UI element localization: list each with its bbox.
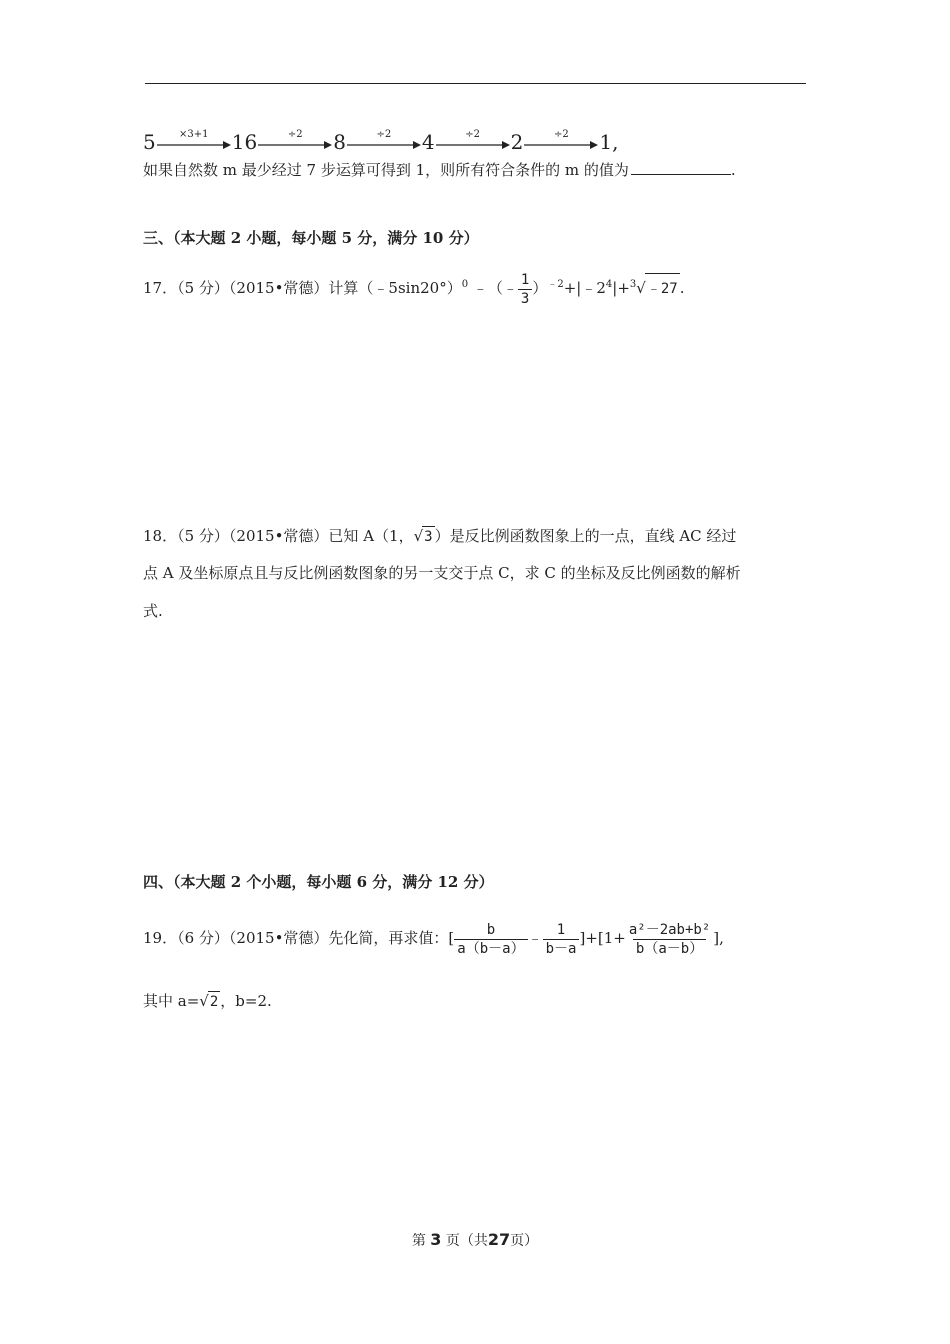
arrow-icon [347, 140, 421, 150]
footer-pre: 第 [411, 1233, 426, 1249]
chain-arrow [436, 131, 510, 153]
chain-arrow [524, 131, 598, 153]
q17-fraction [518, 272, 532, 307]
chain-arrow [157, 131, 231, 153]
q18-text-b: ）是反比例函数图象上的一点，直线 AC 经过 [434, 527, 737, 545]
page-total: 27 [487, 1230, 511, 1249]
section-4-heading: 四、（本大题 2 个小题，每小题 6 分，满分 12 分） [143, 873, 494, 891]
chain-number: 16 [231, 130, 258, 154]
question-18-line-1 [143, 526, 736, 547]
section-3-heading: 三、（本大题 2 小题，每小题 5 分，满分 10 分） [143, 229, 479, 247]
question-17 [143, 270, 684, 307]
fraction-numerator: b [486, 921, 496, 938]
arrow-icon [524, 140, 598, 150]
chain-op: ÷2 [376, 129, 392, 140]
chain-op: ÷2 [465, 129, 481, 140]
q19-fraction-1 [454, 922, 527, 957]
question-16-text: 如果自然数 m 最少经过 7 步运算可得到 1，则所有符合条件的 m 的值为 [143, 161, 629, 179]
radical-icon: √ [199, 992, 209, 1010]
chain-arrow [258, 131, 332, 153]
q19-end: ], [713, 929, 724, 947]
q17-radicand: ﹣27 [645, 273, 680, 304]
chain-number: 4 [421, 130, 435, 154]
chain-op: ÷2 [287, 129, 303, 140]
radical-icon: √ [636, 279, 646, 297]
question-16-end: . [730, 161, 736, 179]
q19-given-a: 其中 a= [143, 992, 200, 1010]
q19-given-b: ，b=2. [220, 992, 272, 1010]
operation-chain [143, 123, 618, 153]
footer-mid: 页（共 [445, 1233, 488, 1249]
q19-radicand: 2 [208, 991, 220, 1012]
fraction-numerator: a²－2ab+b² [628, 921, 711, 938]
arrow-icon [258, 140, 332, 150]
question-19-line-2 [143, 991, 272, 1012]
fraction-denominator: 3 [518, 289, 532, 307]
radical-icon: √ [413, 527, 424, 545]
chain-number: 2 [510, 130, 524, 154]
question-16-tail [143, 160, 736, 180]
q19-minus: ﹣ [527, 929, 543, 947]
q17-exponent-4: 4 [605, 279, 613, 290]
header-rule [145, 83, 806, 84]
question-18-line-2: 点 A 及坐标原点且与反比例函数图象的另一支交于点 C，求 C 的坐标及反比例函数的解析 [143, 564, 741, 582]
q19-mid: ]+[1+ [579, 929, 626, 947]
q17-minus-open: ﹣（﹣ [472, 279, 518, 297]
fraction-numerator: 1 [520, 271, 530, 288]
fraction-denominator: b（a－b） [633, 939, 706, 957]
page-number: 3 [430, 1230, 442, 1249]
q19-fraction-3 [626, 922, 713, 957]
fraction-denominator: a（b－a） [454, 939, 527, 957]
q18-radicand: 3 [422, 526, 434, 547]
q17-exponent-0: 0 [461, 279, 469, 290]
q17-end: . [679, 279, 685, 297]
q17-abs-close: |+ [612, 279, 630, 297]
footer-post: 页） [510, 1233, 539, 1249]
q19-fraction-2 [543, 922, 580, 957]
arrow-icon [157, 140, 231, 150]
q17-root-index: 3 [629, 279, 637, 290]
chain-op: ×3+1 [178, 129, 209, 140]
q17-exponent-neg2: ﹣2 [547, 279, 564, 290]
fraction-denominator: b－a [543, 939, 580, 957]
page-footer [0, 1230, 950, 1250]
question-19 [143, 918, 724, 958]
chain-arrow [347, 131, 421, 153]
q18-text-a: 18．（5 分）（2015•常德）已知 A（1， [143, 527, 414, 545]
q17-abs-part: +|﹣2 [563, 279, 606, 297]
chain-number: 8 [333, 130, 346, 154]
q17-close: ） [532, 279, 548, 297]
arrow-icon [436, 140, 510, 150]
chain-op: ÷2 [554, 129, 569, 140]
answer-blank [631, 160, 731, 175]
q19-prefix: 19．（6 分）（2015•常德）先化简，再求值：[ [143, 929, 455, 947]
chain-number: 5 [143, 130, 156, 154]
chain-number: 1, [599, 130, 619, 154]
question-18-line-3: 式. [143, 602, 163, 620]
fraction-numerator: 1 [556, 921, 566, 938]
q17-prefix: 17．（5 分）（2015•常德）计算（﹣5sin20°） [143, 279, 462, 297]
